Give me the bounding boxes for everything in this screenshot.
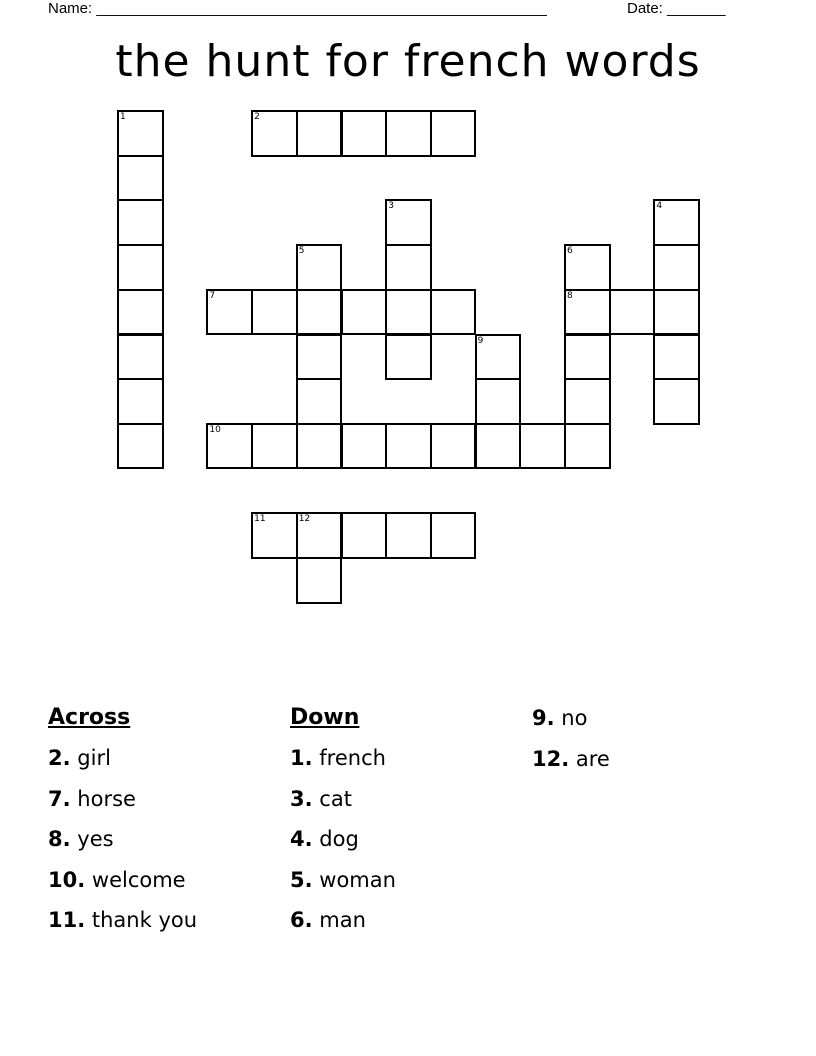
- grid-cell[interactable]: [653, 334, 700, 381]
- grid-cell[interactable]: [609, 289, 656, 336]
- grid-cell[interactable]: [296, 423, 343, 470]
- grid-cell[interactable]: [519, 423, 566, 470]
- down-clues: [290, 700, 396, 943]
- clue-text: horse: [77, 786, 136, 811]
- grid-cell[interactable]: [430, 110, 477, 157]
- name-field[interactable]: Name: ______________________________________________________: [48, 0, 547, 17]
- grid-cell[interactable]: [385, 199, 432, 246]
- down-clue: [290, 740, 396, 781]
- across-heading: Across: [48, 705, 131, 730]
- clue-text: cat: [319, 786, 352, 811]
- grid-cell[interactable]: [206, 423, 253, 470]
- grid-cell[interactable]: [564, 244, 611, 291]
- clue-number: 5.: [290, 867, 313, 892]
- cell-number: 2: [254, 112, 260, 122]
- grid-cell[interactable]: [430, 289, 477, 336]
- grid-cell[interactable]: [117, 155, 164, 202]
- down-clue: [532, 700, 610, 741]
- clue-number: 10.: [48, 867, 86, 892]
- clue-number: 1.: [290, 746, 313, 770]
- cell-number: 3: [388, 201, 394, 212]
- page-title: the hunt for french words: [115, 36, 701, 87]
- grid-cell[interactable]: [296, 378, 343, 425]
- across-clue: [48, 902, 197, 943]
- clue-number: 2.: [48, 746, 71, 770]
- grid-cell[interactable]: [341, 110, 388, 157]
- grid-cell[interactable]: [117, 334, 164, 381]
- down-clue: [290, 902, 396, 943]
- grid-cell[interactable]: [385, 512, 432, 559]
- grid-cell[interactable]: [475, 334, 522, 381]
- grid-cell[interactable]: [117, 110, 164, 157]
- down-heading: Down: [290, 705, 360, 730]
- grid-cell[interactable]: [206, 289, 253, 336]
- grid-cell[interactable]: [251, 423, 298, 470]
- across-clues: [48, 700, 197, 943]
- grid-cell[interactable]: [430, 512, 477, 559]
- grid-cell[interactable]: [564, 289, 611, 336]
- grid-cell[interactable]: [653, 289, 700, 336]
- across-clue: [48, 740, 197, 781]
- grid-cell[interactable]: [117, 423, 164, 470]
- grid-cell[interactable]: [653, 244, 700, 291]
- down-clues-continued: [532, 700, 610, 781]
- clue-number: 6.: [290, 908, 313, 932]
- grid-cell[interactable]: [430, 423, 477, 470]
- clue-text: girl: [77, 746, 111, 770]
- down-clue: [532, 741, 610, 782]
- cell-number: 4: [656, 201, 663, 212]
- cell-number: 6: [567, 246, 573, 257]
- grid-cell[interactable]: [341, 423, 388, 470]
- grid-cell[interactable]: [475, 423, 522, 470]
- grid-cell[interactable]: [385, 244, 432, 291]
- across-clue: [48, 862, 197, 903]
- grid-cell[interactable]: [296, 289, 343, 336]
- grid-cell[interactable]: [475, 378, 522, 425]
- clue-number: 3.: [290, 786, 313, 811]
- clue-number: 11.: [48, 908, 86, 932]
- grid-cell[interactable]: [385, 110, 432, 157]
- grid-cell[interactable]: [117, 199, 164, 246]
- down-clue: [290, 821, 396, 862]
- grid-cell[interactable]: [251, 512, 298, 559]
- clue-text: french: [319, 746, 386, 770]
- grid-cell[interactable]: [296, 334, 343, 381]
- grid-cell[interactable]: [385, 334, 432, 381]
- clue-text: dog: [319, 827, 359, 851]
- clue-text: yes: [77, 827, 114, 851]
- grid-cell[interactable]: [564, 334, 611, 381]
- clue-text: man: [319, 908, 366, 932]
- grid-cell[interactable]: [385, 423, 432, 470]
- cell-number: 7: [209, 290, 216, 301]
- grid-cell[interactable]: [653, 378, 700, 425]
- cell-number: 1: [120, 112, 126, 122]
- clue-text: thank you: [91, 908, 198, 932]
- grid-cell[interactable]: [564, 423, 611, 470]
- date-field[interactable]: Date: _______: [627, 0, 726, 17]
- grid-cell[interactable]: [251, 110, 298, 157]
- grid-cell[interactable]: [653, 199, 700, 246]
- clue-text: no: [561, 706, 588, 730]
- cell-number: 9: [477, 335, 484, 346]
- clue-number: 4.: [290, 827, 313, 851]
- grid-cell[interactable]: [251, 289, 298, 336]
- cell-number: 12: [298, 514, 311, 525]
- grid-cell[interactable]: [341, 289, 388, 336]
- clue-number: 12.: [532, 746, 570, 771]
- cell-number: 5: [298, 246, 305, 257]
- clue-text: are: [575, 746, 610, 771]
- grid-cell[interactable]: [341, 512, 388, 559]
- cell-number: 10: [209, 424, 221, 435]
- across-clue: [48, 821, 197, 862]
- clue-number: 9.: [532, 706, 555, 730]
- grid-cell[interactable]: [117, 289, 164, 336]
- down-clue: [290, 862, 396, 903]
- grid-cell[interactable]: [296, 557, 343, 604]
- grid-cell[interactable]: [296, 110, 343, 157]
- grid-cell[interactable]: [117, 378, 164, 425]
- clue-number: 7.: [48, 786, 71, 811]
- clue-text: woman: [319, 867, 396, 892]
- grid-cell[interactable]: [296, 244, 343, 291]
- grid-cell[interactable]: [117, 244, 164, 291]
- down-clue: [290, 781, 396, 822]
- cell-number: 8: [567, 290, 573, 301]
- across-clue: [48, 781, 197, 822]
- clue-number: 8.: [48, 827, 71, 851]
- cell-number: 11: [254, 514, 266, 525]
- grid-cell[interactable]: [296, 512, 343, 559]
- grid-cell[interactable]: [385, 289, 432, 336]
- grid-cell[interactable]: [564, 378, 611, 425]
- clue-text: welcome: [91, 867, 186, 892]
